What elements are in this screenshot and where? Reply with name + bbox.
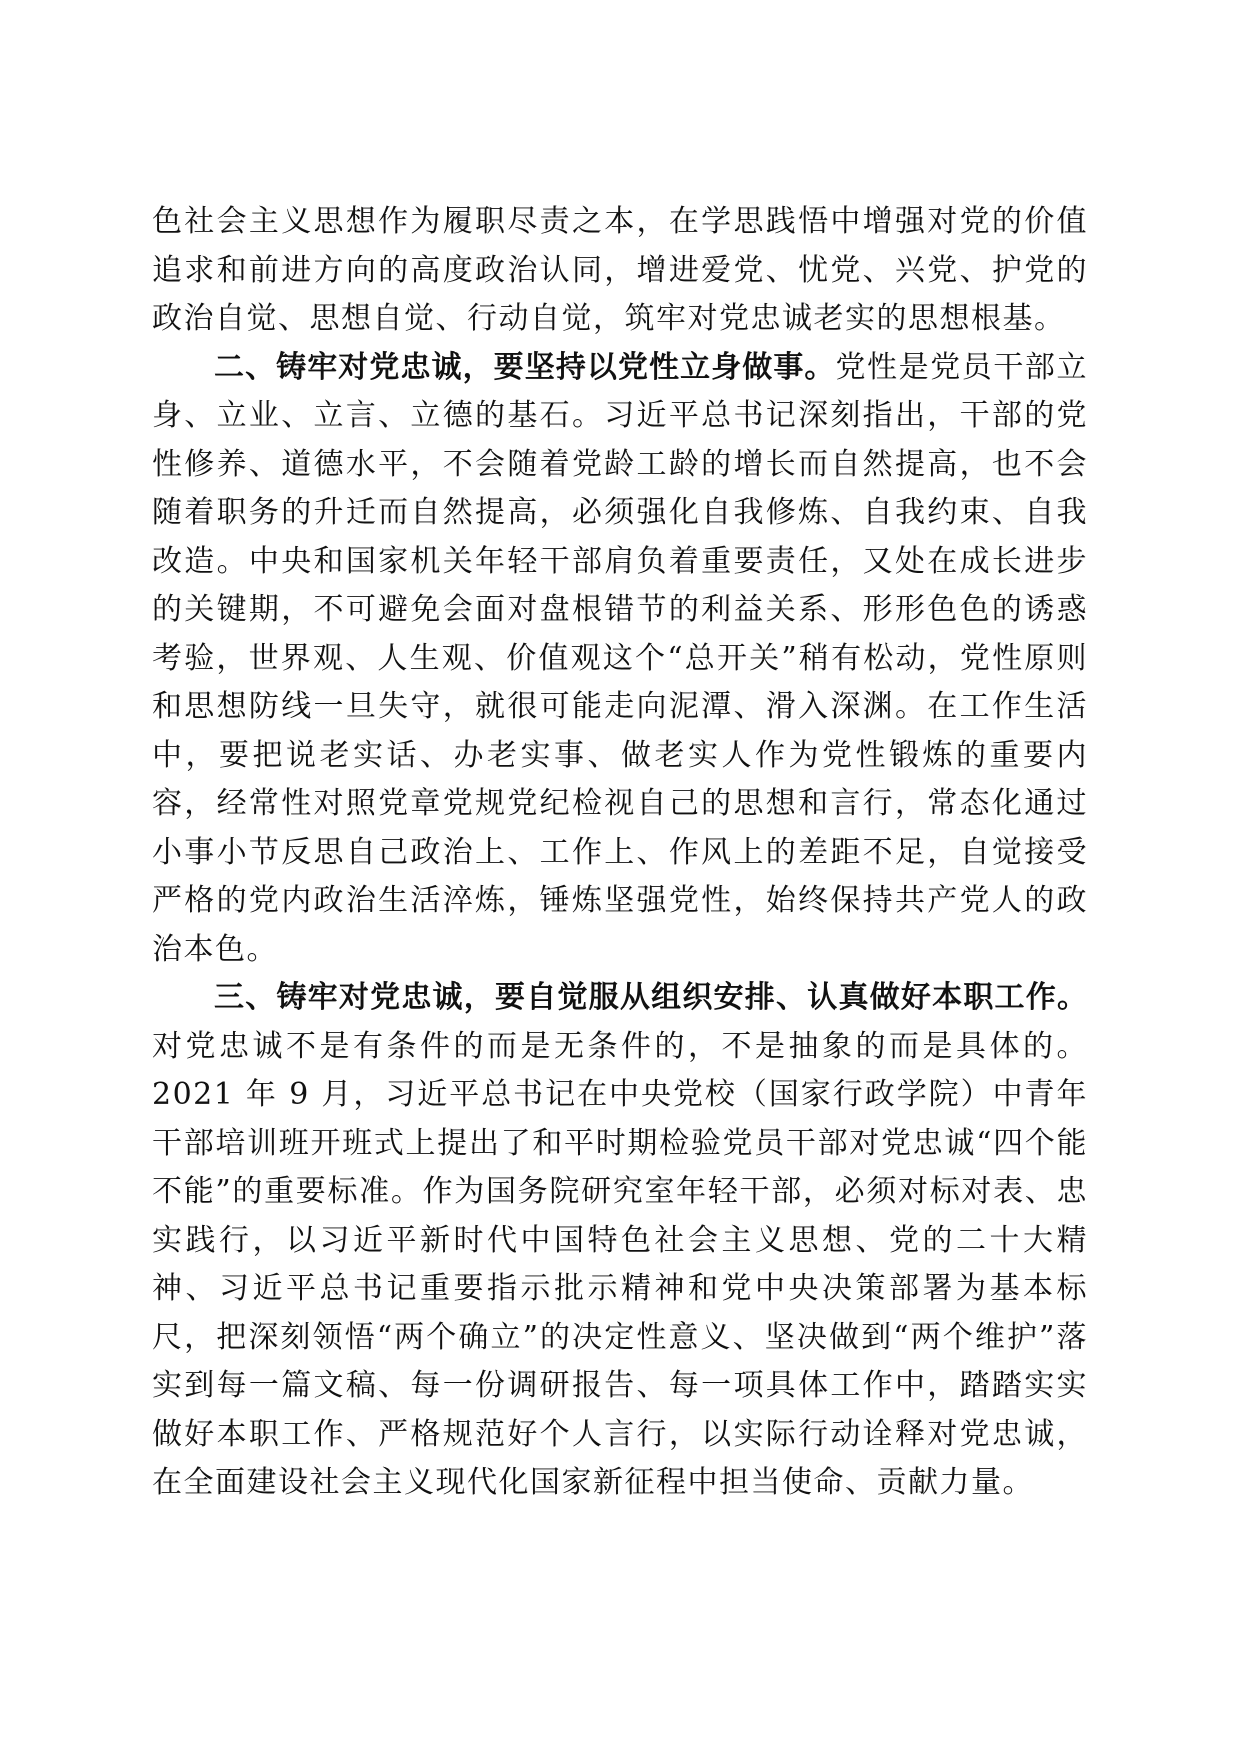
paragraph-2 (152, 344, 1088, 975)
paragraph-3 (152, 974, 1088, 1508)
paragraph-1-text: 色社会主义思想作为履职尽责之本，在学思践悟中增强对党的价值追求和前进方向的高度政治认同，增进爱党、忧党、兴党、护党的政治自觉、思想自觉、行动自觉，筑牢对党忠诚老实的思想根基。 (152, 204, 1088, 336)
document-body (152, 198, 1088, 1508)
section-3-heading: 三、铸牢对党忠诚，要自觉服从组织安排、认真做好本职工作。 (214, 980, 1088, 1015)
paragraph-2-text: 党性是党员干部立身、立业、立言、立德的基石。习近平总书记深刻指出，干部的党性修养、道德水平，不会随着党龄工龄的增长而自然提高，也不会随着职务的升迁而自然提高，必须强化自我修炼、自我约束、自我改造。中央和国家机关年轻干部肩负着重要责任，又处在成长进步的关键期，不可避免会面对盘根错节的利益关系、形形色色的诱惑考验，世界观、人生观、价值观这个“总开关”稍有松动，党性原则和思想防线一旦失守，就很可能走向泥潭、滑入深渊。在工作生活中，要把说老实话、办老实事、做老实人作为党性锻炼的重要内容，经常性对照党章党规党纪检视自己的思想和言行，常态化通过小事小节反思自己政治上、工作上、作风上的差距不足，自觉接受严格的党内政治生活淬炼，锤炼坚强党性，始终保持共产党人的政治本色。 (152, 349, 1089, 967)
paragraph-3-text: 对党忠诚不是有条件的而是无条件的，不是抽象的而是具体的。2021 年 9 月，习近平总书记在中央党校（国家行政学院）中青年干部培训班开班式上提出了和平时期检验党员干部对党忠诚“四个能不能”的重要标准。作为国务院研究室年轻干部，必须对标对表、忠实践行，以习近平新时代中国特色社会主义思想、党的二十大精神、习近平总书记重要指示批示精神和党中央决策部署为基本标尺，把深刻领悟“两个确立”的决定性意义、坚决做到“两个维护”落实到每一篇文稿、每一份调研报告、每一项具体工作中，踏踏实实做好本职工作、严格规范好个人言行，以实际行动诠释对党忠诚，在全面建设社会主义现代化国家新征程中担当使命、贡献力量。 (152, 1028, 1088, 1500)
section-2-heading: 二、铸牢对党忠诚，要坚持以党性立身做事。 (214, 349, 836, 385)
paragraph-1 (152, 198, 1088, 344)
